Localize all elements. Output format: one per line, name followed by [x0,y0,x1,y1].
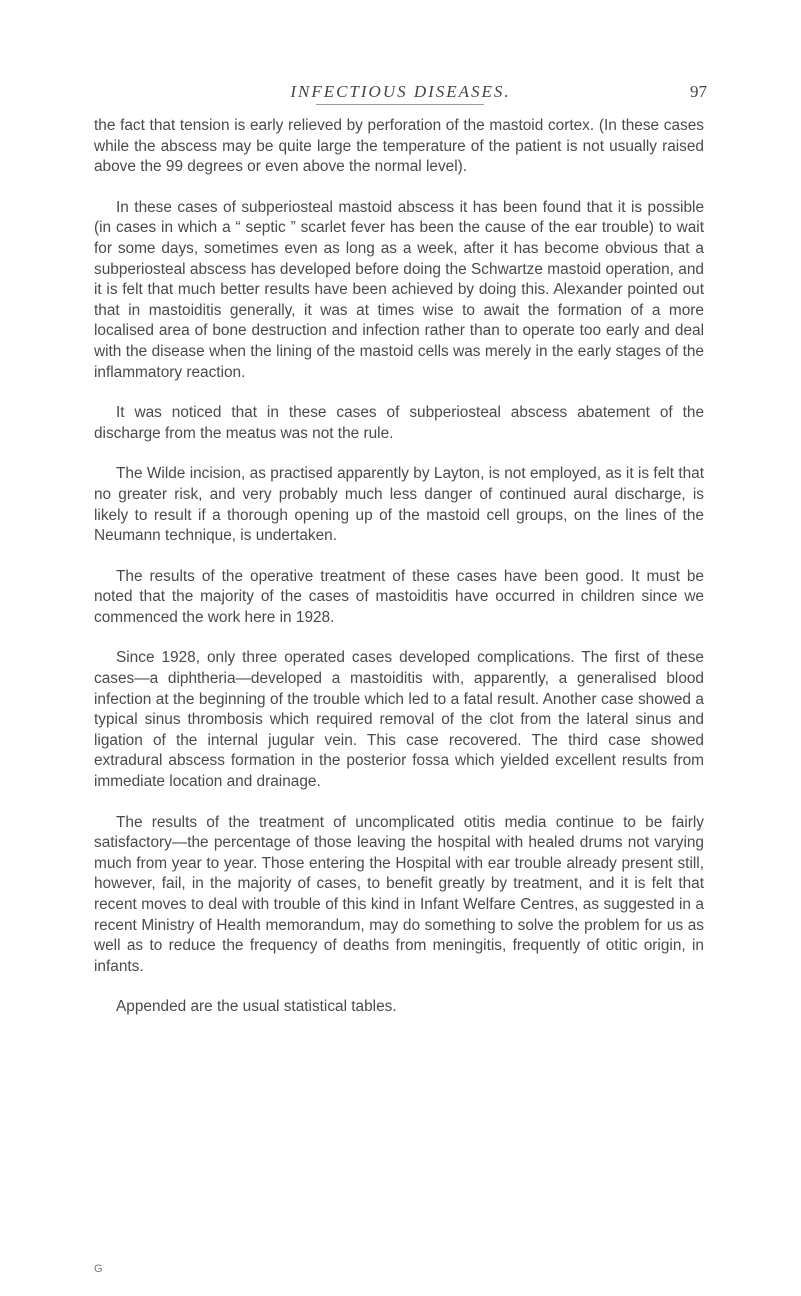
page-number: 97 [690,82,707,101]
paragraph-wilde-incision: The Wilde incision, as practised apparently by Layton, is not employed, as it is felt that no greater risk, and very probably much less danger of continued aural discharge, is likely to result if a thorough opening up of the mastoid cell groups, on the lines of the Neumann technique, is undertaken. [94,465,704,545]
body-text [94,116,704,1032]
paragraph-appended-tables: Appended are the usual statistical tables. [116,998,397,1016]
paragraph-subperiosteal-abscess: In these cases of subperiosteal mastoid abscess it has been found that it is possible (in cases in which a “ septic ” scarlet fever has been the cause of the ear trouble) to wait for some days, sometimes even as long as a week, after it has become obvious that a subperiosteal abscess has developed before doing the Schwartze mastoid operation, and it is felt that much better results have been achieved by doing this. Alexander pointed out that in mastoiditis generally, it was at times wise to await the formation of a more localised area of bone destruction and infection rather than to operate too early and deal with the disease when the lining of the mastoid cells was merely in the early stages of the inflammatory reaction. [94,198,704,381]
running-title: INFECTIOUS DISEASES. [290,82,511,101]
paragraph-otitis-media: The results of the treatment of uncomplicated otitis media continue to be fairly satisfactory—the percentage of those leaving the hospital with healed drums not varying much from year to year. Those entering the Hospital with ear trouble already present still, however, fail, in the majority of cases, to benefit greatly by treatment, and it is felt that recent moves to deal with trouble of this kind in Infant Welfare Centres, as suggested in a recent Ministry of Health memorandum, may do something to solve the problem for us as well as to reduce the frequency of deaths from meningitis, frequently of otitic origin, in infants. [94,813,704,975]
header-rule [316,104,484,105]
paragraph-operative-results: The results of the operative treatment of these cases have been good. It must be noted that the majority of the cases of mastoiditis have occurred in children since we commenced the work here in 1928. [94,567,704,626]
paragraph-complications: Since 1928, only three operated cases developed complications. The first of these cases—a diphtheria—developed a mastoiditis with, apparently, a generalised blood infection at the beginning of the trouble which led to a fatal result. Another case showed a typical sinus thrombosis which required removal of the clot from the lateral sinus and ligation of the internal jugular vein. This case recovered. The third case showed extradural abscess formation in the posterior fossa which yielded excellent results from immediate location and drainage. [94,649,704,791]
signature-mark: G [94,1263,103,1275]
paragraph-discharge-abatement: It was noticed that in these cases of subperiosteal abscess abatement of the discharge from the meatus was not the rule. [94,404,704,442]
paragraph-continuation: the fact that tension is early relieved by perforation of the mastoid cortex. (In these cases while the abscess may be quite large the temperature of the patient is not usually raised above the 99 degrees or even above the normal level). [94,117,704,176]
page-header [0,82,801,106]
